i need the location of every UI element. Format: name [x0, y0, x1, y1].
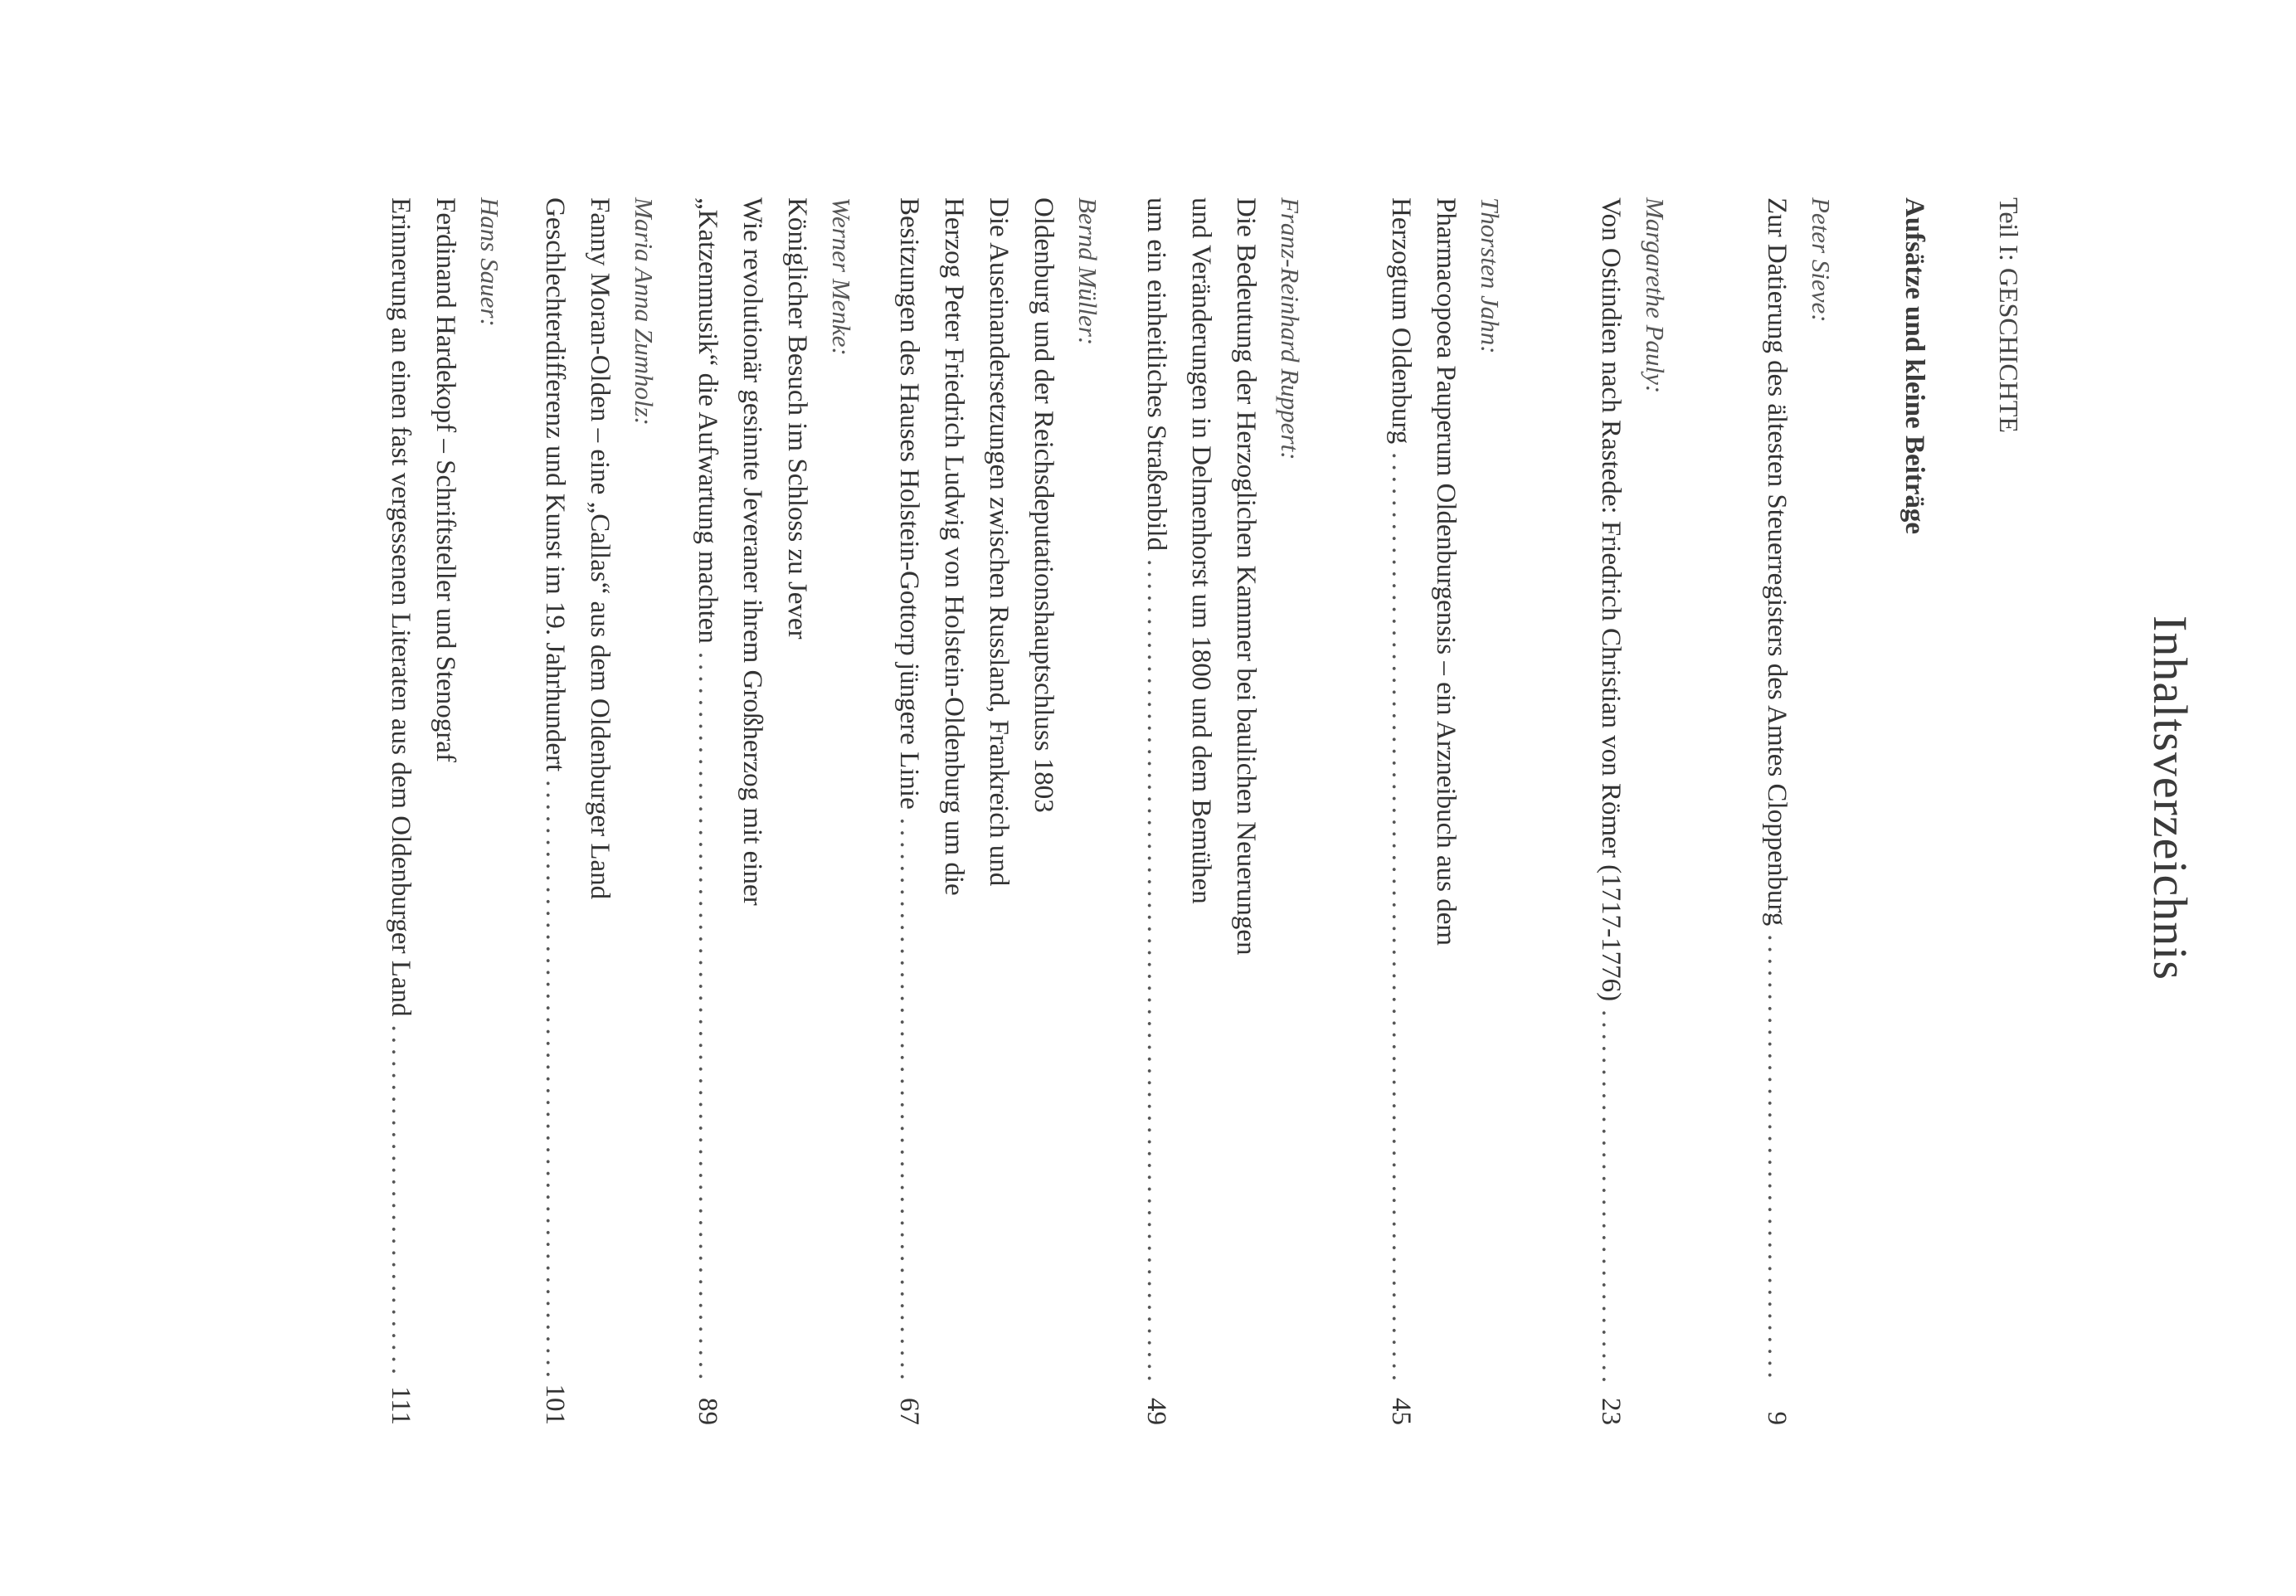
entry-author: Werner Menke:: [827, 197, 856, 356]
entry-title: Die Bedeutung der Herzoglichen Kammer bei baulichen Neuerungen: [1231, 197, 1261, 956]
entry-title: und Veränderungen in Delmenhorst um 1800 und dem Bemühen: [1186, 197, 1216, 904]
toc-entry: [1134, 197, 1311, 1425]
entry-page-number: 89: [693, 1398, 722, 1425]
entry-author: Maria Anna Zumholz:: [630, 197, 659, 426]
entry-page-number: 45: [1386, 1398, 1416, 1425]
entry-line: [1134, 197, 1179, 1425]
entry-title: Wie revolutionär gesinnte Jeveraner ihrem Großherzog mit einer: [737, 197, 767, 906]
entry-line: [1754, 197, 1799, 1425]
entry-line: [887, 197, 932, 1425]
entry-author: Margarethe Pauly:: [1641, 197, 1670, 394]
entry-author: Bernd Müller:: [1073, 197, 1102, 346]
entry-title: Königlicher Besuch im Schloss zu Jever: [782, 197, 812, 640]
entry-title: Von Ostindien nach Rastede: Friedrich Christian von Römer (1717-1776): [1596, 197, 1626, 1002]
entry-title: Geschlechterdifferenz und Kunst im 19. Jahrhundert: [540, 197, 570, 772]
dot-leader: [1134, 559, 1179, 1384]
toc-entry: [1588, 197, 1676, 1425]
entry-title: Zur Datierung des ältesten Steuerregisters des Amtes Cloppenburg: [1762, 197, 1792, 927]
entry-line: [1379, 197, 1423, 1425]
entry-page-number: 9: [1762, 1411, 1792, 1425]
entry-page-number: 111: [386, 1385, 416, 1425]
entry-page-number: 101: [540, 1384, 570, 1425]
dot-leader: [533, 780, 577, 1375]
dot-leader: [1754, 934, 1799, 1384]
toc-entry: [887, 197, 1109, 1425]
dot-leader: [685, 652, 730, 1384]
entry-title: um ein einheitliches Straßenbild: [1141, 197, 1171, 552]
entry-author: Franz-Reinhard Ruppert:: [1276, 197, 1305, 460]
dot-leader: [887, 818, 932, 1384]
entry-title: Besitzungen des Hauses Holstein-Gottorp jüngere Linie: [894, 197, 924, 810]
entry-title: Die Auseinandersetzungen zwischen Russland, Frankreich und: [984, 197, 1014, 887]
dot-leader: [1588, 1010, 1633, 1384]
entry-page-number: 67: [894, 1398, 924, 1425]
entry-line: [533, 197, 577, 1425]
entry-title: Erinnerung an einen fast vergessenen Literaten aus dem Oldenburger Land: [386, 197, 416, 1017]
entry-title: Fanny Moran-Olden – eine „Callas“ aus dem Oldenburger Land: [585, 197, 615, 900]
section-heading: Aufsätze und kleine Beiträge: [1900, 197, 1929, 535]
entry-page-number: 49: [1141, 1398, 1171, 1425]
entry-title: „Katzenmusik“ die Aufwartung machten: [693, 197, 722, 644]
toc-entry: [685, 197, 863, 1425]
toc-entry: [378, 197, 511, 1425]
entry-author: Peter Sieve:: [1807, 197, 1836, 323]
entry-author: Hans Sauer:: [475, 197, 504, 327]
entry-title: Herzogtum Oldenburg: [1386, 197, 1416, 445]
part-heading: Teil I: GESCHICHTE: [1994, 197, 2024, 433]
entry-line: [378, 197, 423, 1425]
dot-leader: [378, 1025, 423, 1378]
dot-leader: [1379, 452, 1423, 1384]
entry-title: Herzog Peter Friedrich Ludwig von Holstein-Oldenburg um die: [939, 197, 969, 896]
entry-title: Ferdinand Hardekopf – Schriftsteller und Stenograf: [430, 197, 460, 762]
entry-title: Oldenburg und der Reichsdeputationshauptschluss 1803: [1029, 197, 1058, 813]
entry-page-number: 23: [1596, 1398, 1626, 1425]
toc-entry: [1379, 197, 1511, 1425]
toc-entry: [533, 197, 665, 1425]
toc-entry: [1754, 197, 1842, 1425]
page-title: Inhaltsverzeichnis: [2143, 616, 2197, 980]
entry-author: Thorsten Jahn:: [1476, 197, 1505, 354]
entry-line: [1588, 197, 1633, 1425]
entry-line: [685, 197, 730, 1425]
entry-title: Pharmacopoea Pauperum Oldenburgensis – ein Arzneibuch aus dem: [1431, 197, 1461, 946]
